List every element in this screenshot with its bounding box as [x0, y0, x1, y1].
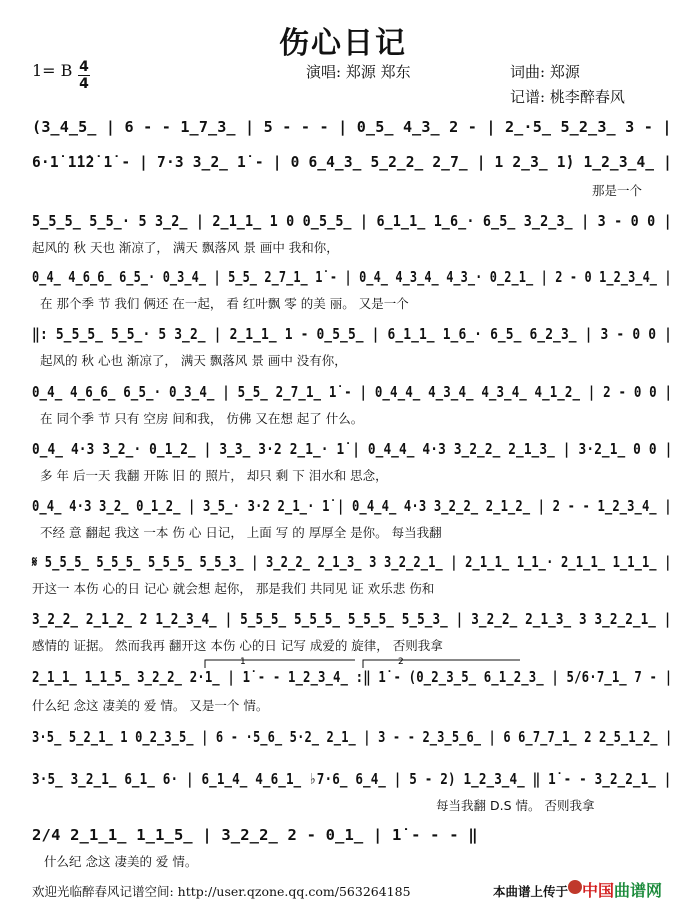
brand-name: 中国 — [582, 881, 615, 900]
lyric-line: 在 那个季 节 我们 俩还 在一起， 看 红叶飘 零 的美 丽。 又是一个 — [40, 296, 409, 311]
lyric-line: 多 年 后一天 我翻 开陈 旧 的 照片， 却只 剩 下 泪水和 思念， — [40, 468, 388, 483]
lyric-line: 什么纪 念这 凄美的 爱 情。 又是一个 情。 — [32, 698, 269, 713]
notation-line: 0̲4̲ 4̲6̲6̲ 6̲5̲· 0̲3̲4̲ | 5̲5̲ 2̲7̲1̲ 1̇ - | 0̲4̲ 4̲3̲4̲ 4̲3̲· 0̲2̲1̲ | 2 - 0 1̲2̲3̲4̲ | — [32, 268, 672, 286]
svg-text:2: 2 — [398, 657, 404, 667]
brand-site: 曲谱网 — [614, 881, 663, 900]
notation-line: ‖: 5̲5̲5̲ 5̲5̲· 5 3̲2̲ | 2̲1̲1̲ 1 - 0̲5̲5̲ | 6̲1̲1̲ 1̲6̲· 6̲5̲ 6̲2̲3̲ | 3 - 0 0 | — [32, 325, 673, 343]
lyric-line: 感情的 证据。 然而我再 翻开这 本伤 心的日 记写 成爱的 旋律， 否则我拿 — [32, 638, 443, 653]
lyric-line: 每当我翻 D.S 情。 否则我拿 — [436, 798, 595, 813]
notation-line: 2̲1̲1̲ 1̲1̲5̲ 3̲2̲2̲ 2·1̲ | 1̇ - - 1̲2̲3̲4̲ :‖ 1̇ - (0̲2̲3̲5̲ 6̲1̲2̲3̲ | 5/6·7̲1̲ 7 - | — [32, 668, 673, 686]
notation-line: 6·1̇ 1̇1̇2̇ 1̇ - | 7·3 3̲2̲ 1̇ - | 0 6̲4̲3̲ 5̲2̲2̲ 2̲7̲ | 1 2̲3̲ 1̇) 1̲2̲3̲4̲ | — [32, 153, 673, 171]
lyric-line: 不经 意 翻起 我这 一本 伤 心 日记， 上面 写 的 厚厚全 是你。 每当我翻 — [40, 525, 442, 540]
lyric-line: 起风的 秋 天也 渐凉了， 满天 飘落风 景 画中 我和你， — [32, 240, 339, 255]
key-signature: 1= B — [32, 61, 73, 80]
footer-credit: 欢迎光临醉春风记谱空间: http://user.qzone.qq.com/563264185 — [32, 884, 411, 899]
song-title: 伤心日记 — [279, 26, 407, 61]
composer-credit: 词曲: 郑源 — [510, 63, 580, 81]
notation-line: 0̲4̲ 4̲6̲6̲ 6̲5̲· 0̲3̲4̲ | 5̲5̲ 2̲7̲1̲ 1̇ - | 0̲4̲4̲ 4̲3̲4̲ 4̲3̲4̲ 4̲1̲2̲ | 2 - 0 0 | — [32, 383, 673, 401]
notation-line: 0̲4̲ 4·3 3̲2̲ 0̲1̲2̲ | 3̲5̲· 3·2 2̲1̲· 1̇ | 0̲4̲4̲ 4·3 3̲2̲2̲ 2̲1̲2̲ | 2 - - 1̲2̲3̲4̲ | — [32, 497, 672, 515]
notation-line: (3̲4̲5̲ | 6 - - 1̲7̲3̲ | 5 - - - | 0̲5̲ 4̲3̲ 2 - | 2̲·5̲ 5̲2̲3̲ 3 - | — [32, 118, 672, 136]
lyric-line: 那是一个 — [592, 183, 643, 198]
svg-text:1: 1 — [240, 657, 246, 667]
lyric-line: 起风的 秋 心也 渐凉了， 满天 飘落风 景 画中 没有你， — [40, 353, 347, 368]
notation-line: 5̲5̲5̲ 5̲5̲· 5 3̲2̲ | 2̲1̲1̲ 1 0 0̲5̲5̲ | 6̲1̲1̲ 1̲6̲· 6̲5̲ 3̲2̲3̲ | 3 - 0 0 | — [32, 212, 672, 230]
lyric-line: 在 同个季 节 只有 空房 间和我， 仿佛 又在想 起了 什么。 — [40, 411, 364, 426]
notation-line: 2/4 2̲1̲1̲ 1̲1̲5̲ | 3̲2̲2̲ 2 - 0̲1̲ | 1̇ - - - ‖ — [32, 826, 478, 844]
notation-line: 3̲2̲2̲ 2̲1̲2̲ 2 1̲2̲3̲4̲ | 5̲5̲5̲ 5̲5̲5̲ 5̲5̲5̲ 5̲5̲3̲ | 3̲2̲2̲ 2̲1̲3̲ 3 3̲2̲2̲1̲ | — [32, 610, 672, 628]
notation-line: 3·5̲ 3̲2̲1̲ 6̲1̲ 6· | 6̲1̲4̲ 4̲6̲1̲ ♭7·6̲ 6̲4̲ | 5 - 2) 1̲2̲3̲4̲ ‖ 1̇ - - 3̲2̲2̲1̲ | — [32, 770, 672, 788]
transcriber-credit: 记谱: 桃李醉春风 — [510, 88, 625, 106]
lyric-line: 开这一 本伤 心的日 记心 就会想 起你， 那是我们 共同见 证 欢乐悲 伤和 — [32, 581, 435, 596]
site-brand[interactable] — [582, 878, 662, 901]
singer-credit: 演唱: 郑源 郑东 — [306, 63, 411, 81]
notation-line: 3·5̲ 5̲2̲1̲ 1 0̲2̲3̲5̲ | 6 - ·5̲6̲ 5·2̲ 2̲1̲ | 3 - - 2̲3̲5̲6̲ | 6 6̲7̲7̲1̲ 2 2̲5̲1̲2̲ | — [32, 728, 673, 746]
lyric-line: 什么纪 念这 凄美的 爱 情。 — [44, 854, 198, 869]
notation-line: 0̲4̲ 4·3 3̲2̲· 0̲1̲2̲ | 3̲3̲ 3·2 2̲1̲· 1̇ | 0̲4̲4̲ 4·3 3̲2̲2̲ 2̲1̲3̲ | 3·2̲1̲ 0 0 | — [32, 440, 673, 458]
time-signature-numerator: 4 — [79, 59, 89, 75]
notation-line: 𝄋 5̲5̲5̲ 5̲5̲5̲ 5̲5̲5̲ 5̲5̲3̲ | 3̲2̲2̲ 2̲1̲3̲ 3 3̲2̲2̲1̲ | 2̲1̲1̲ 1̲1̲· 2̲1̲1̲ 1̲1̲1̲ | — [32, 553, 672, 571]
time-signature-denominator: 4 — [79, 76, 89, 92]
site-logo-icon — [568, 880, 582, 894]
upload-note: 本曲谱上传于 — [493, 884, 569, 899]
